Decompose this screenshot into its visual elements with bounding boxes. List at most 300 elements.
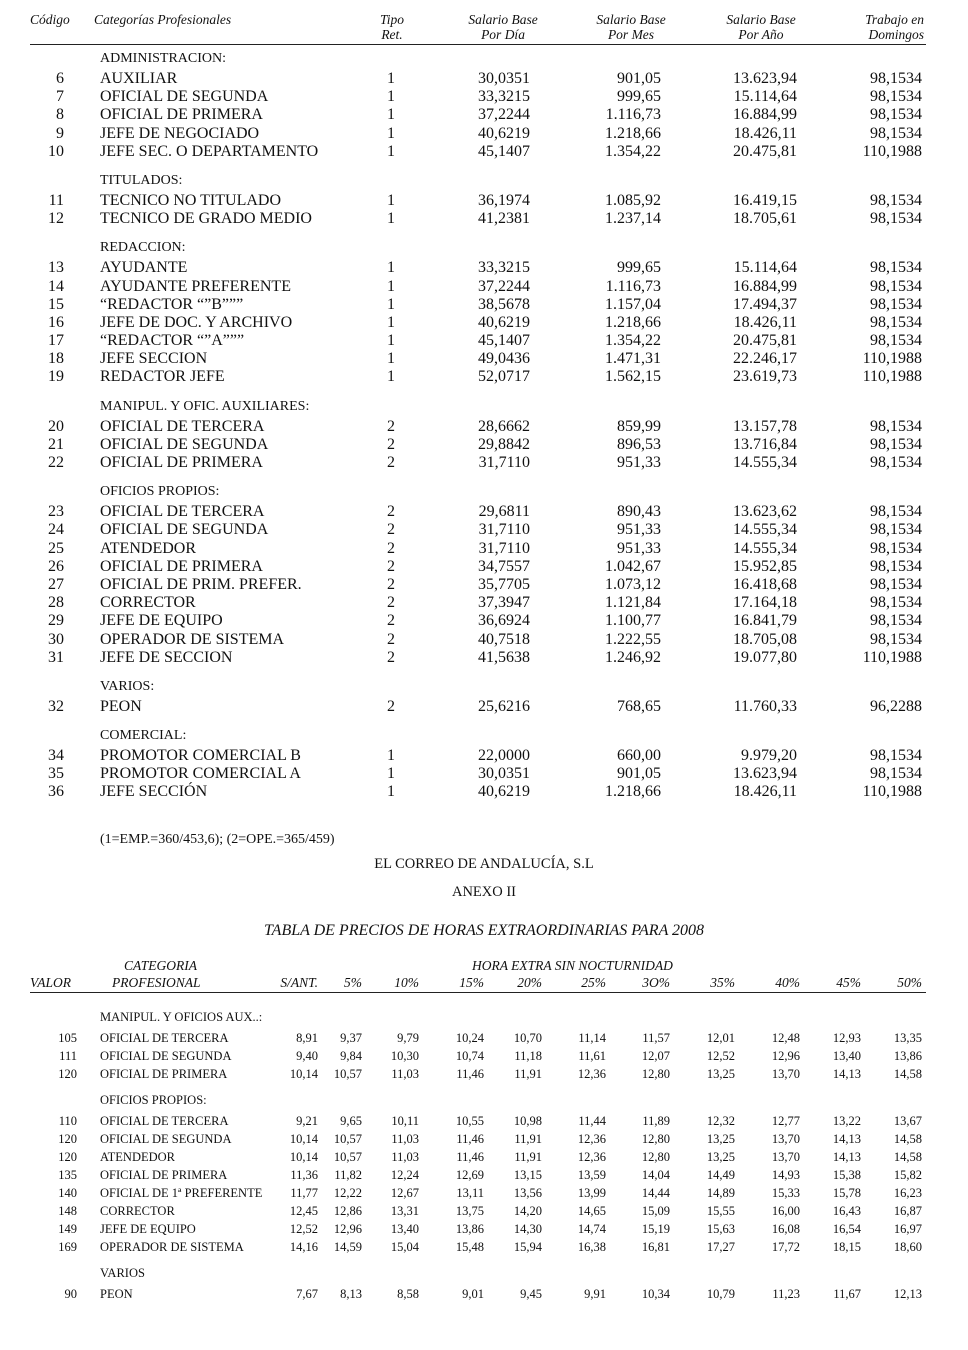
cell-price: 10,24 <box>455 1031 484 1045</box>
table-row <box>0 783 968 801</box>
cell-name: OFICIAL DE TERCERA <box>100 417 265 435</box>
cell-name: JEFE DE EQUIPO <box>100 612 223 630</box>
overtime-table-body <box>0 1010 968 1304</box>
cell-price: 16,08 <box>771 1222 800 1236</box>
table-row <box>0 278 968 296</box>
cell-price: 18,15 <box>832 1240 861 1254</box>
cell-dom: 98,1534 <box>870 332 922 350</box>
cell-price: 12,96 <box>771 1049 800 1063</box>
header-dia <box>448 12 558 42</box>
cell-mes: 890,43 <box>617 503 661 521</box>
cell-anio: 15.114,64 <box>733 88 797 106</box>
cell-code: 29 <box>48 612 64 630</box>
cell-price: 12,36 <box>577 1132 606 1146</box>
cell-price: 11,03 <box>391 1132 419 1146</box>
cell-price: 9,40 <box>296 1049 318 1063</box>
cell-code: 26 <box>48 557 64 575</box>
table-row <box>0 88 968 106</box>
table-row <box>0 1030 968 1048</box>
cell-dom: 98,1534 <box>870 88 922 106</box>
table-row <box>0 70 968 88</box>
cell-tipo: 2 <box>387 612 395 630</box>
cell-price: 13,22 <box>832 1114 861 1128</box>
cell-dom: 98,1534 <box>870 435 922 453</box>
cell-price: 7,67 <box>296 1287 318 1301</box>
header-anio-line2: Por Año <box>738 27 784 42</box>
cell-anio: 15.952,85 <box>733 557 797 575</box>
cell-dom: 98,1534 <box>870 765 922 783</box>
cell-price: 13,99 <box>577 1186 606 1200</box>
cell-dia: 30,0351 <box>478 70 530 87</box>
cell-price: 15,09 <box>641 1204 670 1218</box>
cell-dia: 28,6662 <box>478 417 530 435</box>
cell-price: 16,38 <box>577 1240 606 1254</box>
cell-price: 9,37 <box>340 1031 362 1045</box>
header-dia-line1: Salario Base <box>468 12 538 27</box>
cell-name: OFICIAL DE TERCERA <box>100 1031 229 1045</box>
cell-name: OFICIAL DE TERCERA <box>100 503 265 521</box>
cell-mes: 901,05 <box>617 70 661 87</box>
section-heading <box>0 1010 968 1030</box>
cell-mes: 1.073,12 <box>605 575 661 593</box>
cell-price: 9,91 <box>584 1287 606 1301</box>
header-pct: 45% <box>836 975 861 990</box>
cell-anio: 14.555,34 <box>733 539 797 557</box>
cell-mes: 1.085,92 <box>605 191 661 209</box>
cell-name: PROMOTOR COMERCIAL A <box>100 765 301 783</box>
table-row <box>0 436 968 454</box>
header-tipo <box>370 12 414 42</box>
cell-dia: 36,6924 <box>478 612 530 630</box>
cell-price: 12,52 <box>706 1049 735 1063</box>
cell-valor: 120 <box>58 1132 77 1146</box>
cell-price: 11,46 <box>456 1067 484 1081</box>
cell-name: ATENDEDOR <box>100 1150 175 1164</box>
cell-name: OFICIAL DE PRIMERA <box>100 557 263 575</box>
cell-code: 15 <box>48 295 64 313</box>
cell-price: 10,34 <box>641 1287 670 1301</box>
cell-tipo: 1 <box>387 350 395 368</box>
cell-code: 32 <box>48 697 64 715</box>
cell-price: 14,65 <box>577 1204 606 1218</box>
section-heading <box>0 1093 968 1113</box>
cell-price: 11,03 <box>391 1150 419 1164</box>
cell-price: 10,14 <box>289 1067 318 1081</box>
cell-dom: 98,1534 <box>870 503 922 521</box>
cell-anio: 13.623,94 <box>733 70 797 87</box>
table-row <box>0 418 968 436</box>
table-row <box>0 698 968 716</box>
section-heading <box>0 1266 968 1286</box>
cell-dia: 45,1407 <box>478 142 530 160</box>
cell-price: 9,79 <box>397 1031 419 1045</box>
table-row <box>0 125 968 143</box>
table-row <box>0 612 968 630</box>
cell-tipo: 1 <box>387 70 395 87</box>
section-title: MANIPUL. Y OFIC. AUXILIARES: <box>100 398 310 414</box>
cell-price: 11,91 <box>514 1132 542 1146</box>
cell-mes: 1.116,73 <box>605 106 661 124</box>
cell-price: 14,93 <box>771 1168 800 1182</box>
cell-price: 12,93 <box>832 1031 861 1045</box>
cell-dom: 110,1988 <box>862 368 922 386</box>
cell-price: 17,72 <box>771 1240 800 1254</box>
header-valor: VALOR <box>30 975 71 990</box>
cell-price: 13,56 <box>513 1186 542 1200</box>
cell-price: 12,36 <box>577 1067 606 1081</box>
table-row <box>0 143 968 161</box>
cell-price: 13,25 <box>706 1067 735 1081</box>
cell-code: 24 <box>48 521 64 539</box>
cell-price: 11,61 <box>578 1049 606 1063</box>
salary-table-body <box>0 50 968 802</box>
cell-code: 8 <box>56 106 64 124</box>
cell-dom: 96,2288 <box>870 697 922 715</box>
cell-price: 16,87 <box>893 1204 922 1218</box>
cell-price: 13,40 <box>390 1222 419 1236</box>
cell-price: 12,36 <box>577 1150 606 1164</box>
cell-code: 17 <box>48 332 64 350</box>
cell-tipo: 1 <box>387 747 395 765</box>
overtime-table-title: TABLA DE PRECIOS DE HORAS EXTRAORDINARIAS PARA 2008 <box>263 922 705 939</box>
cell-price: 12,77 <box>771 1114 800 1128</box>
cell-price: 12,13 <box>893 1287 922 1301</box>
cell-price: 10,57 <box>333 1067 362 1081</box>
cell-price: 15,55 <box>706 1204 735 1218</box>
cell-code: 19 <box>48 368 64 386</box>
cell-tipo: 2 <box>387 630 395 648</box>
cell-tipo: 2 <box>387 557 395 575</box>
cell-mes: 768,65 <box>617 697 661 715</box>
cell-tipo: 1 <box>387 259 395 277</box>
cell-name: AYUDANTE <box>100 259 188 277</box>
header-categoria: CATEGORIA <box>124 958 197 973</box>
cell-valor: 105 <box>58 1031 77 1045</box>
table-row <box>0 332 968 350</box>
section-title: OFICIOS PROPIOS: <box>100 1093 207 1107</box>
section-title: ADMINISTRACION: <box>100 51 226 66</box>
cell-dom: 98,1534 <box>870 417 922 435</box>
cell-name: “REDACTOR “”A””” <box>100 332 245 350</box>
cell-price: 12,48 <box>771 1031 800 1045</box>
table-row <box>0 1203 968 1221</box>
cell-mes: 1.100,77 <box>605 612 661 630</box>
cell-price: 16,97 <box>893 1222 922 1236</box>
table-row <box>0 631 968 649</box>
table-row <box>0 1048 968 1066</box>
cell-name: JEFE DE EQUIPO <box>100 1222 196 1236</box>
cell-mes: 1.237,14 <box>605 210 661 228</box>
header-dom-line1: Trabajo en <box>865 12 924 27</box>
cell-mes: 1.218,66 <box>605 313 661 331</box>
cell-code: 34 <box>48 747 64 765</box>
cell-tipo: 2 <box>387 539 395 557</box>
salary-table-header <box>0 12 968 46</box>
cell-price: 10,98 <box>513 1114 542 1128</box>
cell-name: OPERADOR DE SISTEMA <box>100 630 285 648</box>
cell-price: 11,91 <box>514 1067 542 1081</box>
cell-dia: 52,0717 <box>478 368 530 386</box>
cell-name: OFICIAL DE SEGUNDA <box>100 88 269 106</box>
cell-price: 14,58 <box>893 1132 922 1146</box>
cell-code: 23 <box>48 503 64 521</box>
cell-price: 10,79 <box>706 1287 735 1301</box>
header-pct: 50% <box>897 975 922 990</box>
cell-price: 15,78 <box>832 1186 861 1200</box>
cell-code: 9 <box>56 124 64 142</box>
cell-dia: 37,2244 <box>478 277 530 295</box>
table-row <box>0 1131 968 1149</box>
cell-price: 12,07 <box>641 1049 670 1063</box>
cell-mes: 1.562,15 <box>605 368 661 386</box>
overtime-table-header <box>0 958 968 992</box>
cell-mes: 1.354,22 <box>605 142 661 160</box>
cell-price: 12,69 <box>455 1168 484 1182</box>
cell-price: 15,82 <box>893 1168 922 1182</box>
cell-valor: 110 <box>58 1114 77 1128</box>
cell-code: 36 <box>48 783 64 801</box>
cell-dom: 110,1988 <box>862 783 922 801</box>
cell-anio: 16.419,15 <box>733 191 797 209</box>
cell-price: 14,13 <box>832 1067 861 1081</box>
header-pct: 5% <box>344 975 362 990</box>
section-title: MANIPUL. Y OFICIOS AUX..: <box>100 1010 263 1024</box>
cell-dom: 98,1534 <box>870 454 922 471</box>
cell-price: 13,25 <box>706 1132 735 1146</box>
cell-tipo: 1 <box>387 368 395 386</box>
cell-tipo: 1 <box>387 277 395 295</box>
cell-name: OFICIAL DE SEGUNDA <box>100 435 269 453</box>
header-pct: S/ANT. <box>280 975 318 990</box>
salary-table-rule <box>30 44 926 45</box>
cell-dom: 98,1534 <box>870 313 922 331</box>
cell-dom: 110,1988 <box>862 142 922 160</box>
cell-valor: 120 <box>58 1150 77 1164</box>
cell-code: 21 <box>48 435 64 453</box>
cell-price: 12,80 <box>641 1067 670 1081</box>
cell-tipo: 1 <box>387 142 395 160</box>
cell-dia: 29,6811 <box>478 503 530 521</box>
cell-code: 11 <box>48 191 64 209</box>
cell-anio: 15.114,64 <box>733 259 797 277</box>
section-title: REDACCION: <box>100 240 186 256</box>
cell-dom: 98,1534 <box>870 557 922 575</box>
cell-price: 13,40 <box>832 1049 861 1063</box>
cell-anio: 16.841,79 <box>733 612 797 630</box>
header-dia-line2: Por Día <box>481 27 525 42</box>
cell-mes: 1.471,31 <box>605 350 661 368</box>
cell-dia: 40,6219 <box>478 124 530 142</box>
cell-anio: 16.884,99 <box>733 277 797 295</box>
cell-anio: 18.705,61 <box>733 210 797 228</box>
cell-price: 13,25 <box>706 1150 735 1164</box>
cell-dia: 40,7518 <box>478 630 530 648</box>
cell-price: 13,31 <box>390 1204 419 1218</box>
section-title: VARIOS <box>100 1266 145 1280</box>
cell-valor: 120 <box>58 1067 77 1081</box>
cell-price: 15,19 <box>641 1222 670 1236</box>
table-row <box>0 576 968 594</box>
cell-valor: 90 <box>64 1287 77 1301</box>
cell-dia: 36,1974 <box>478 191 530 209</box>
section-heading <box>0 50 968 70</box>
cell-name: OFICIAL DE SEGUNDA <box>100 1049 232 1063</box>
cell-price: 9,01 <box>462 1287 484 1301</box>
cell-price: 14,58 <box>893 1150 922 1164</box>
cell-price: 15,63 <box>706 1222 735 1236</box>
cell-price: 14,04 <box>641 1168 670 1182</box>
cell-name: ATENDEDOR <box>100 539 196 557</box>
table-row <box>0 503 968 521</box>
cell-mes: 1.042,67 <box>605 557 661 575</box>
cell-price: 13,15 <box>513 1168 542 1182</box>
cell-price: 8,91 <box>296 1031 318 1045</box>
cell-anio: 9.979,20 <box>741 747 797 765</box>
cell-anio: 16.418,68 <box>733 575 797 593</box>
cell-mes: 1.354,22 <box>605 332 661 350</box>
cell-name: OFICIAL DE PRIMERA <box>100 106 263 124</box>
cell-mes: 660,00 <box>617 747 661 765</box>
cell-price: 11,91 <box>514 1150 542 1164</box>
cell-mes: 1.157,04 <box>605 295 661 313</box>
cell-dom: 98,1534 <box>870 539 922 557</box>
section-heading <box>0 239 968 259</box>
cell-price: 11,77 <box>290 1186 318 1200</box>
cell-name: JEFE SECCIÓN <box>100 783 208 801</box>
cell-dia: 31,7110 <box>478 454 530 471</box>
cell-dia: 41,2381 <box>478 210 530 228</box>
cell-dia: 40,6219 <box>478 783 530 801</box>
cell-price: 10,14 <box>289 1132 318 1146</box>
cell-anio: 17.164,18 <box>733 594 797 612</box>
cell-price: 9,45 <box>520 1287 542 1301</box>
cell-dia: 45,1407 <box>478 332 530 350</box>
cell-code: 16 <box>48 313 64 331</box>
cell-name: REDACTOR JEFE <box>100 368 225 386</box>
cell-price: 12,96 <box>333 1222 362 1236</box>
cell-dom: 98,1534 <box>870 191 922 209</box>
cell-anio: 13.716,84 <box>733 435 797 453</box>
cell-dia: 49,0436 <box>478 350 530 368</box>
header-hora-extra: HORA EXTRA SIN NOCTURNIDAD <box>472 958 673 973</box>
header-pct: 15% <box>459 975 484 990</box>
cell-dia: 34,7557 <box>478 557 530 575</box>
cell-price: 10,57 <box>333 1132 362 1146</box>
cell-tipo: 2 <box>387 697 395 715</box>
cell-code: 6 <box>56 70 64 87</box>
cell-mes: 1.222,55 <box>605 630 661 648</box>
cell-price: 13,70 <box>771 1132 800 1146</box>
cell-price: 10,14 <box>289 1150 318 1164</box>
cell-dia: 37,2244 <box>478 106 530 124</box>
cell-mes: 951,33 <box>617 521 661 539</box>
cell-tipo: 1 <box>387 295 395 313</box>
cell-dom: 98,1534 <box>870 70 922 87</box>
cell-name: OFICIAL DE PRIM. PREFER. <box>100 575 302 593</box>
cell-price: 14,89 <box>706 1186 735 1200</box>
cell-price: 8,13 <box>340 1287 362 1301</box>
cell-anio: 14.555,34 <box>733 454 797 471</box>
cell-anio: 16.884,99 <box>733 106 797 124</box>
cell-dia: 38,5678 <box>478 295 530 313</box>
cell-dom: 98,1534 <box>870 124 922 142</box>
cell-dom: 98,1534 <box>870 295 922 313</box>
header-anio-line1: Salario Base <box>726 12 796 27</box>
table-row <box>0 747 968 765</box>
cell-anio: 13.157,78 <box>733 417 797 435</box>
cell-dom: 98,1534 <box>870 594 922 612</box>
cell-name: JEFE DE SECCION <box>100 648 233 666</box>
cell-tipo: 2 <box>387 594 395 612</box>
cell-price: 14,74 <box>577 1222 606 1236</box>
cell-price: 15,94 <box>513 1240 542 1254</box>
header-mes-line1: Salario Base <box>596 12 666 27</box>
cell-tipo: 1 <box>387 313 395 331</box>
cell-tipo: 2 <box>387 435 395 453</box>
table-row <box>0 1185 968 1203</box>
cell-tipo: 2 <box>387 417 395 435</box>
cell-price: 11,82 <box>334 1168 362 1182</box>
header-pct: 35% <box>710 975 735 990</box>
cell-name: OFICIAL DE PRIMERA <box>100 454 263 471</box>
cell-price: 10,30 <box>390 1049 419 1063</box>
table-row <box>0 521 968 539</box>
cell-name: JEFE DE DOC. Y ARCHIVO <box>100 313 293 331</box>
cell-dia: 25,6216 <box>478 697 530 715</box>
cell-price: 14,20 <box>513 1204 542 1218</box>
cell-name: PROMOTOR COMERCIAL B <box>100 747 301 765</box>
cell-price: 14,16 <box>289 1240 318 1254</box>
cell-price: 11,46 <box>456 1150 484 1164</box>
table-row <box>0 259 968 277</box>
cell-name: CORRECTOR <box>100 594 196 612</box>
cell-dom: 98,1534 <box>870 106 922 124</box>
cell-price: 15,04 <box>390 1240 419 1254</box>
cell-price: 12,22 <box>333 1186 362 1200</box>
cell-name: AYUDANTE PREFERENTE <box>100 277 291 295</box>
cell-price: 11,89 <box>642 1114 670 1128</box>
table-row <box>0 540 968 558</box>
cell-dia: 30,0351 <box>478 765 530 783</box>
cell-dom: 110,1988 <box>862 350 922 368</box>
cell-price: 8,58 <box>397 1287 419 1301</box>
cell-price: 10,57 <box>333 1150 362 1164</box>
header-dom-line2: Domingos <box>868 27 924 42</box>
cell-mes: 896,53 <box>617 435 661 453</box>
cell-anio: 11.760,33 <box>733 697 797 715</box>
cell-anio: 20.475,81 <box>733 332 797 350</box>
cell-anio: 23.619,73 <box>733 368 797 386</box>
cell-price: 10,55 <box>455 1114 484 1128</box>
cell-price: 14,49 <box>706 1168 735 1182</box>
cell-name: OFICIAL DE PRIMERA <box>100 1168 228 1182</box>
cell-price: 13,70 <box>771 1150 800 1164</box>
cell-price: 11,67 <box>833 1287 861 1301</box>
cell-mes: 901,05 <box>617 765 661 783</box>
cell-dom: 98,1534 <box>870 259 922 277</box>
cell-anio: 19.077,80 <box>733 648 797 666</box>
cell-dia: 22,0000 <box>478 747 530 765</box>
cell-valor: 135 <box>58 1168 77 1182</box>
header-mes <box>576 12 686 42</box>
table-row <box>0 558 968 576</box>
cell-valor: 148 <box>58 1204 77 1218</box>
section-heading <box>0 398 968 418</box>
header-pct: 25% <box>581 975 606 990</box>
cell-anio: 13.623,62 <box>733 503 797 521</box>
cell-mes: 951,33 <box>617 539 661 557</box>
cell-price: 18,60 <box>893 1240 922 1254</box>
